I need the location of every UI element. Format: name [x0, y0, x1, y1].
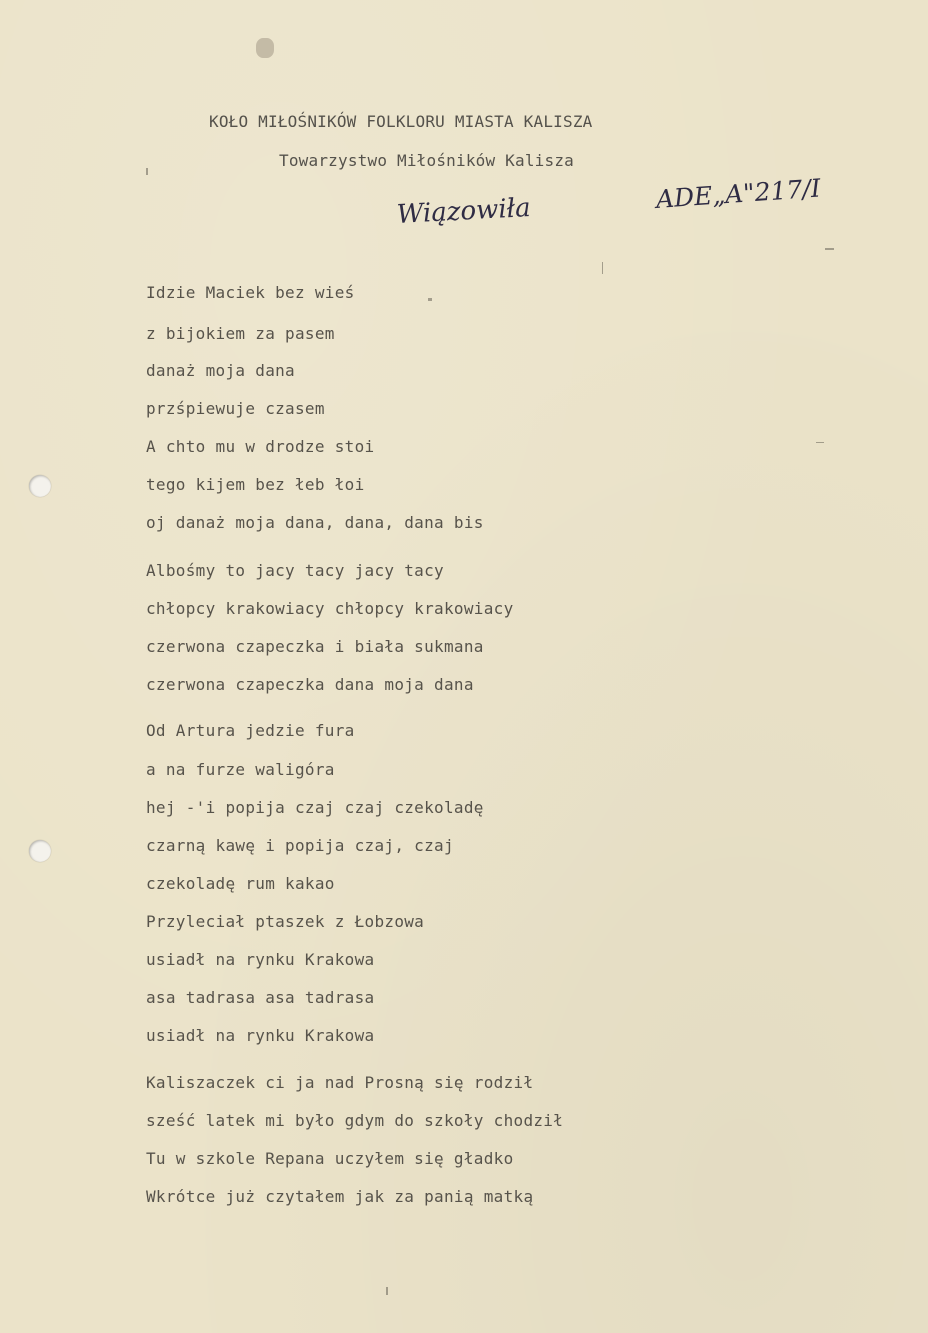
verse-line: asa tadrasa asa tadrasa — [146, 988, 375, 1007]
paper-speck — [146, 168, 148, 175]
paper-speck — [816, 442, 824, 443]
verse-line: A chto mu w drodze stoi — [146, 437, 375, 456]
verse-line: chłopcy krakowiacy chłopcy krakowiacy — [146, 599, 514, 618]
paper-speck — [428, 298, 432, 301]
verse-line: czerwona czapeczka dana moja dana — [146, 675, 474, 694]
verse-line: usiadł na rynku Krakowa — [146, 1026, 375, 1045]
verse-line: Tu w szkole Repana uczyłem się gładko — [146, 1149, 514, 1168]
organization-name: KOŁO MIŁOŚNIKÓW FOLKLORU MIASTA KALISZA — [209, 112, 593, 131]
punch-hole-top — [29, 475, 51, 497]
verse-line: usiadł na rynku Krakowa — [146, 950, 375, 969]
verse-line: czerwona czapeczka i biała sukmana — [146, 637, 484, 656]
verse-line: Od Artura jedzie fura — [146, 721, 355, 740]
paper-speck — [825, 248, 834, 250]
paper-speck — [602, 262, 603, 274]
verse-line: Kaliszaczek ci ja nad Prosną się rodził — [146, 1073, 534, 1092]
verse-line: Wkrótce już czytałem jak za panią matką — [146, 1187, 534, 1206]
verse-line: przśpiewuje czasem — [146, 399, 325, 418]
verse-line: tego kijem bez łeb łoi — [146, 475, 365, 494]
archive-reference: ADE„A"217/I — [655, 173, 822, 214]
verse-line: Albośmy to jacy tacy jacy tacy — [146, 561, 444, 580]
paper-speck — [386, 1287, 388, 1295]
verse-line: oj danaż moja dana, dana, dana bis — [146, 513, 484, 532]
verse-line: danaż moja dana — [146, 361, 295, 380]
handwritten-title: Wiązowiła — [396, 192, 532, 230]
verse-line: czekoladę rum kakao — [146, 874, 335, 893]
ink-smudge — [256, 38, 274, 58]
verse-line: a na furze waligóra — [146, 760, 335, 779]
verse-line: hej -'i popija czaj czaj czekoladę — [146, 798, 484, 817]
verse-line: czarną kawę i popija czaj, czaj — [146, 836, 454, 855]
verse-line: Idzie Maciek bez wieś — [146, 283, 355, 302]
punch-hole-bottom — [29, 840, 51, 862]
verse-line: z bijokiem za pasem — [146, 324, 335, 343]
society-name: Towarzystwo Miłośników Kalisza — [279, 151, 574, 170]
verse-line: sześć latek mi było gdym do szkoły chodził — [146, 1111, 564, 1130]
verse-line: Przyleciał ptaszek z Łobzowa — [146, 912, 425, 931]
